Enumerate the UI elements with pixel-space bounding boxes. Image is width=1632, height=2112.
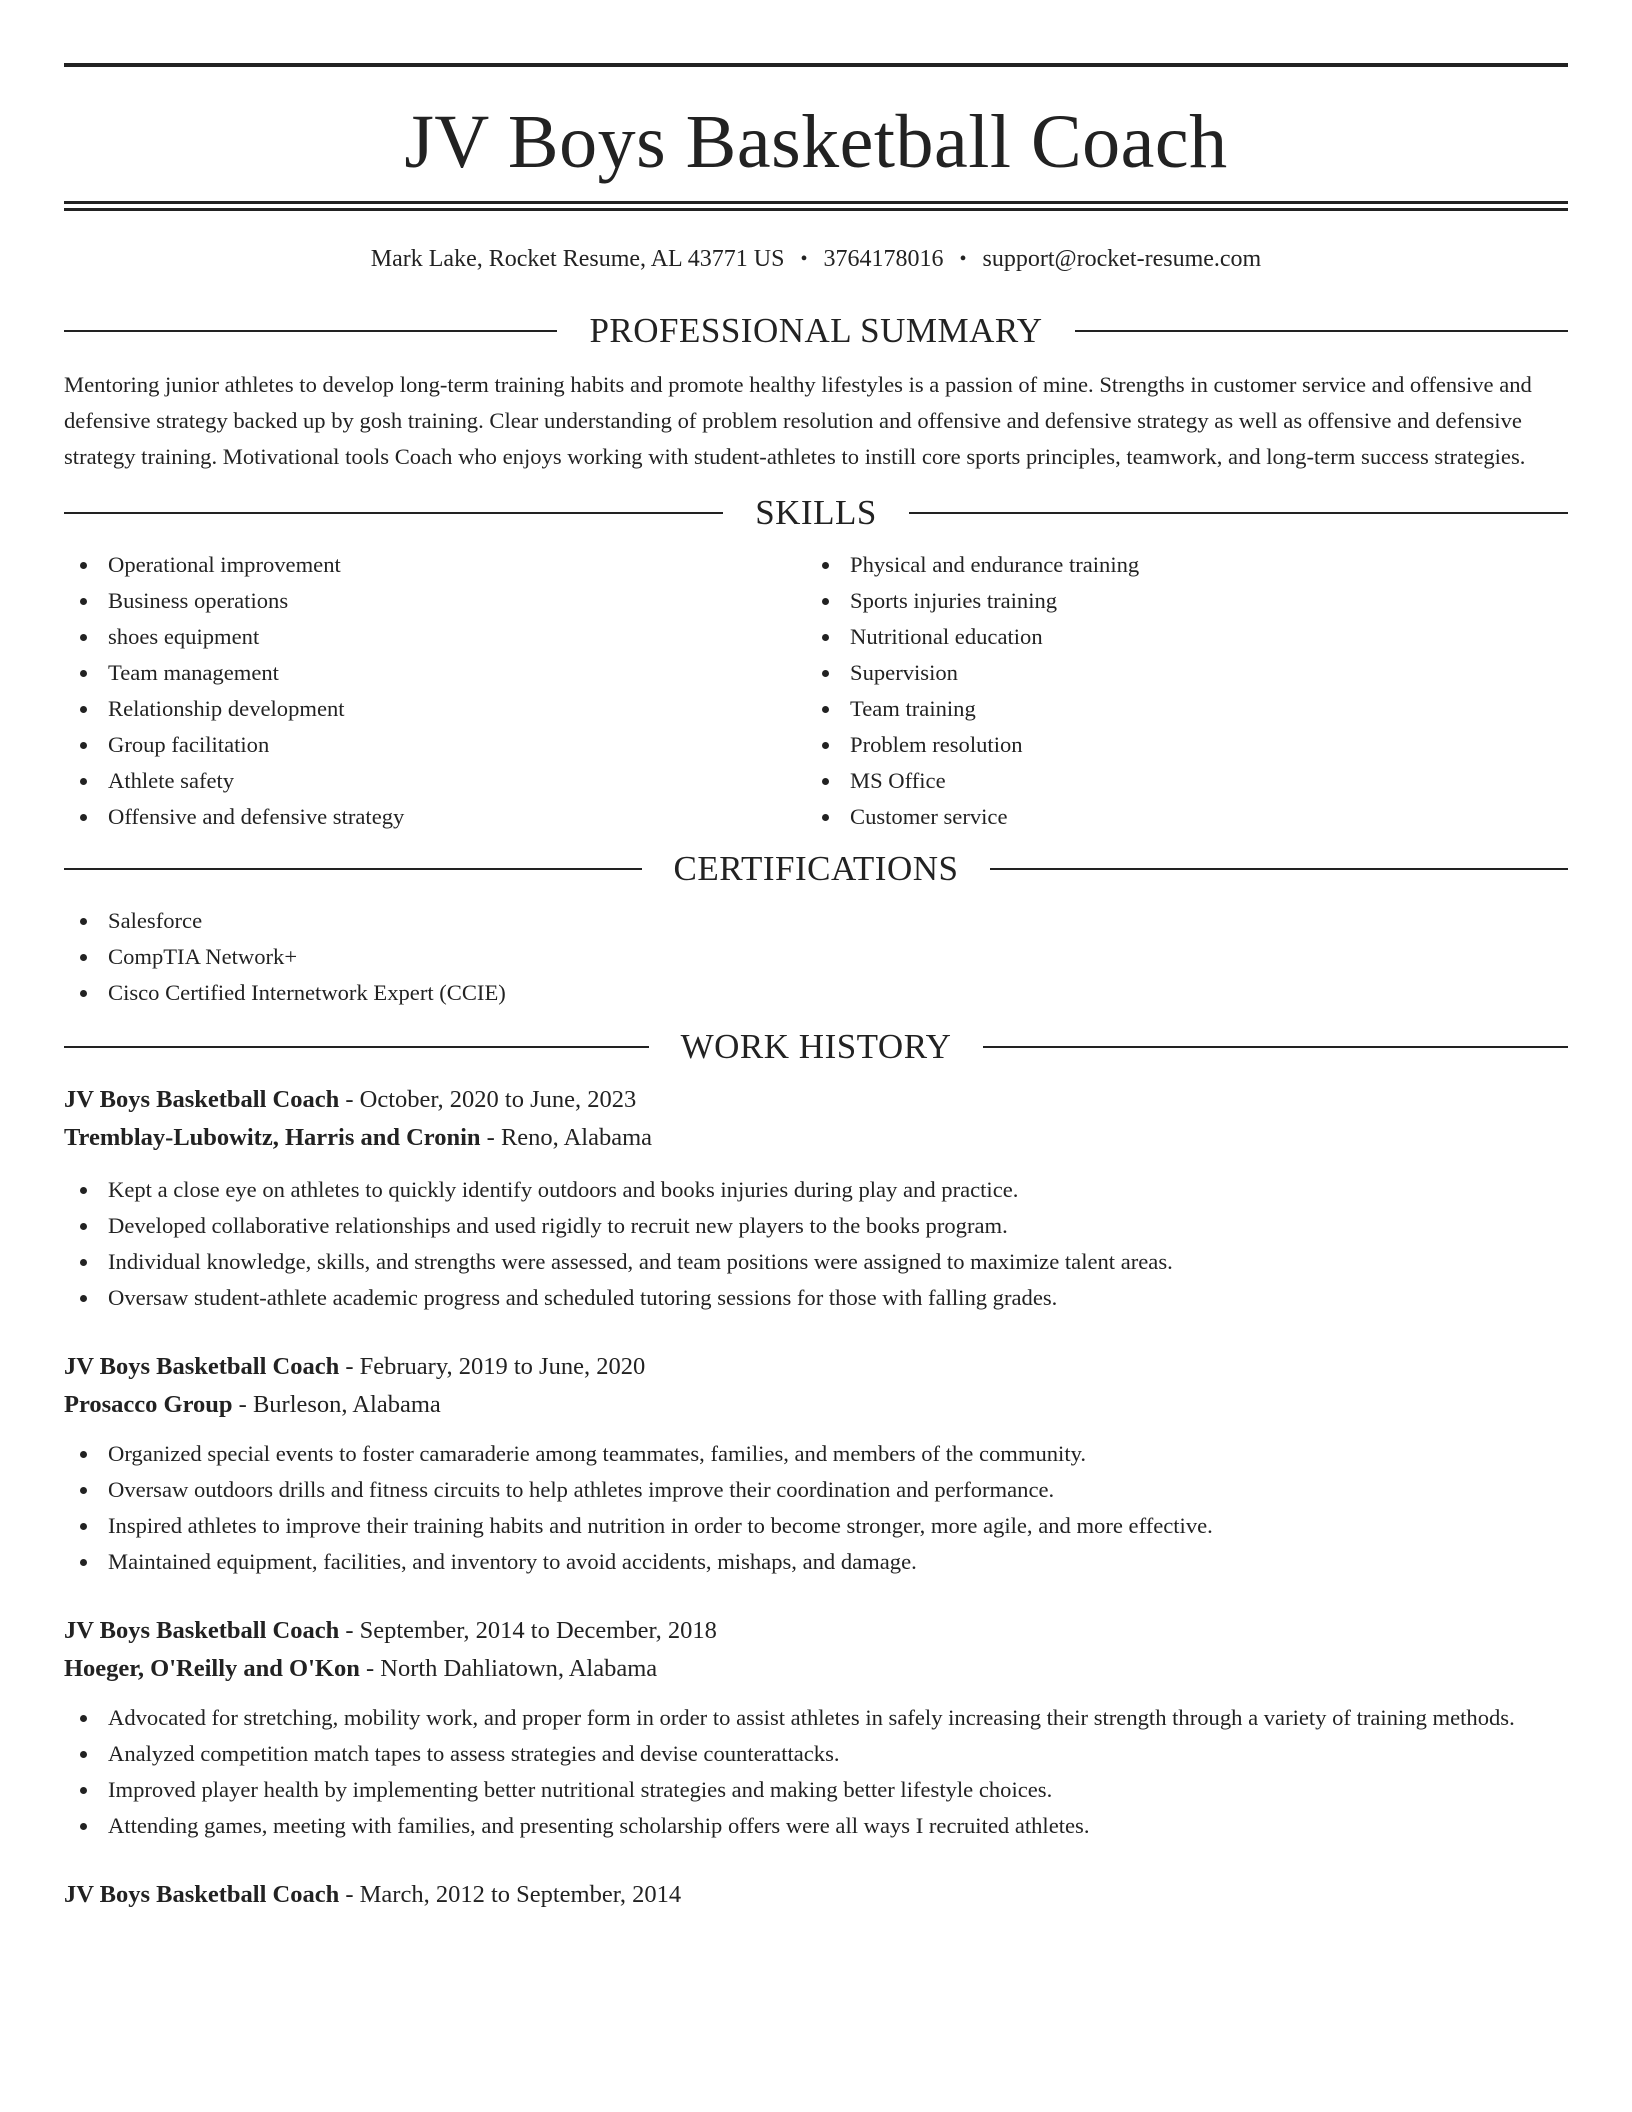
job-title-line [64, 1081, 1568, 1119]
list-item: MS Office [806, 763, 1548, 799]
list-item: Operational improvement [64, 547, 806, 583]
list-item: Developed collaborative relationships and used rigidly to recruit new players to the books program. [64, 1208, 1568, 1244]
skills-right-column [806, 547, 1548, 835]
contact-phone: 3764178016 [823, 246, 944, 272]
heading-rule [64, 512, 723, 514]
list-item: Advocated for stretching, mobility work, and proper form in order to assist athletes in safely increasing their strength through a variety of training methods. [64, 1700, 1568, 1736]
job-title-line [64, 1348, 1568, 1386]
skills-list [64, 547, 1568, 835]
job-role: JV Boys Basketball Coach [64, 1353, 340, 1380]
contact-separator: • [800, 248, 808, 270]
list-item: Customer service [806, 799, 1548, 835]
heading-rule [64, 1046, 649, 1048]
job-company: Tremblay-Lubowitz, Harris and Cronin [64, 1124, 481, 1151]
job-company-line [64, 1386, 1568, 1424]
summary-heading-label: PROFESSIONAL SUMMARY [589, 311, 1043, 350]
list-item: Inspired athletes to improve their training habits and nutrition in order to become stronger, more agile, and more effective. [64, 1508, 1568, 1544]
work-history-heading-label: WORK HISTORY [680, 1027, 952, 1066]
contact-line [64, 243, 1568, 275]
list-item: shoes equipment [64, 619, 806, 655]
heading-rule [990, 868, 1568, 870]
list-item: Sports injuries training [806, 583, 1548, 619]
contact-email: support@rocket-resume.com [982, 246, 1262, 272]
job-dates: - October, 2020 to June, 2023 [339, 1086, 637, 1113]
list-item: Cisco Certified Internetwork Expert (CCIE) [64, 975, 1568, 1011]
list-item: CompTIA Network+ [64, 939, 1568, 975]
list-item: Improved player health by implementing better nutritional strategies and making better lifestyle choices. [64, 1772, 1568, 1808]
list-item: Athlete safety [64, 763, 806, 799]
job-company-line [64, 1119, 1568, 1157]
list-item: Physical and endurance training [806, 547, 1548, 583]
job-location: - Reno, Alabama [480, 1124, 652, 1151]
heading-rule [1075, 330, 1568, 332]
top-rule [64, 63, 1568, 67]
job-role: JV Boys Basketball Coach [64, 1086, 340, 1113]
job-entry [64, 1876, 1568, 1914]
list-item: Organized special events to foster camaraderie among teammates, families, and members of the community. [64, 1436, 1568, 1472]
list-item: Offensive and defensive strategy [64, 799, 806, 835]
contact-separator: • [959, 248, 967, 270]
list-item: Kept a close eye on athletes to quickly identify outdoors and books injuries during play and practice. [64, 1172, 1568, 1208]
job-location: - North Dahliatown, Alabama [359, 1655, 658, 1682]
job-title-line [64, 1876, 1568, 1914]
list-item: Relationship development [64, 691, 806, 727]
job-role: JV Boys Basketball Coach [64, 1617, 340, 1644]
list-item: Salesforce [64, 903, 1568, 939]
skills-left-column [64, 547, 806, 835]
summary-heading [64, 309, 1568, 353]
summary-text: Mentoring junior athletes to develop long-term training habits and promote healthy lifestyles is a passion of mine. Strengths in customer service and offensive and defensive strategy backed up by gosh training. Clear understanding of problem resolution and offensive and defensive strategy as well as offensive and defensive strategy training. Motivational tools Coach who enjoys working with student-athletes to instill core sports principles, teamwork, and long-term success strategies. [64, 372, 1532, 469]
list-item: Team training [806, 691, 1548, 727]
list-item: Team management [64, 655, 806, 691]
certifications-heading [64, 847, 1568, 891]
certifications-heading-label: CERTIFICATIONS [673, 849, 959, 888]
list-item: Individual knowledge, skills, and strengths were assessed, and team positions were assigned to maximize talent areas. [64, 1244, 1568, 1280]
heading-rule [909, 512, 1568, 514]
list-item: Oversaw outdoors drills and fitness circuits to help athletes improve their coordination and performance. [64, 1472, 1568, 1508]
job-company-line [64, 1650, 1568, 1688]
job-company: Hoeger, O'Reilly and O'Kon [64, 1655, 360, 1682]
job-bullets [64, 1700, 1568, 1844]
list-item: Business operations [64, 583, 806, 619]
heading-rule [64, 330, 557, 332]
list-item: Attending games, meeting with families, and presenting scholarship offers were all ways I recruited athletes. [64, 1808, 1568, 1844]
list-item: Supervision [806, 655, 1548, 691]
job-role: JV Boys Basketball Coach [64, 1881, 340, 1908]
list-item: Oversaw student-athlete academic progress and scheduled tutoring sessions for those with falling grades. [64, 1280, 1568, 1316]
job-dates: - February, 2019 to June, 2020 [339, 1353, 646, 1380]
list-item: Maintained equipment, facilities, and inventory to avoid accidents, mishaps, and damage. [64, 1544, 1568, 1580]
skills-heading-label: SKILLS [755, 493, 877, 532]
work-history-heading [64, 1025, 1568, 1069]
contact-address: Mark Lake, Rocket Resume, AL 43771 US [370, 246, 785, 272]
certifications-list [64, 903, 1568, 1011]
job-title-line [64, 1612, 1568, 1650]
skills-heading [64, 491, 1568, 535]
heading-rule [983, 1046, 1568, 1048]
page-title: JV Boys Basketball Coach [404, 100, 1228, 184]
job-entry [64, 1348, 1568, 1580]
title-double-rule [64, 201, 1568, 211]
list-item: Analyzed competition match tapes to assess strategies and devise counterattacks. [64, 1736, 1568, 1772]
job-entry [64, 1081, 1568, 1316]
job-entry [64, 1612, 1568, 1844]
job-company: Prosacco Group [64, 1391, 233, 1418]
job-location: - Burleson, Alabama [232, 1391, 441, 1418]
list-item: Nutritional education [806, 619, 1548, 655]
job-dates: - March, 2012 to September, 2014 [339, 1881, 682, 1908]
job-dates: - September, 2014 to December, 2018 [339, 1617, 717, 1644]
list-item: Group facilitation [64, 727, 806, 763]
job-bullets [64, 1436, 1568, 1580]
resume-page [64, 0, 1568, 1914]
heading-rule [64, 868, 642, 870]
list-item: Problem resolution [806, 727, 1548, 763]
job-bullets [64, 1172, 1568, 1316]
